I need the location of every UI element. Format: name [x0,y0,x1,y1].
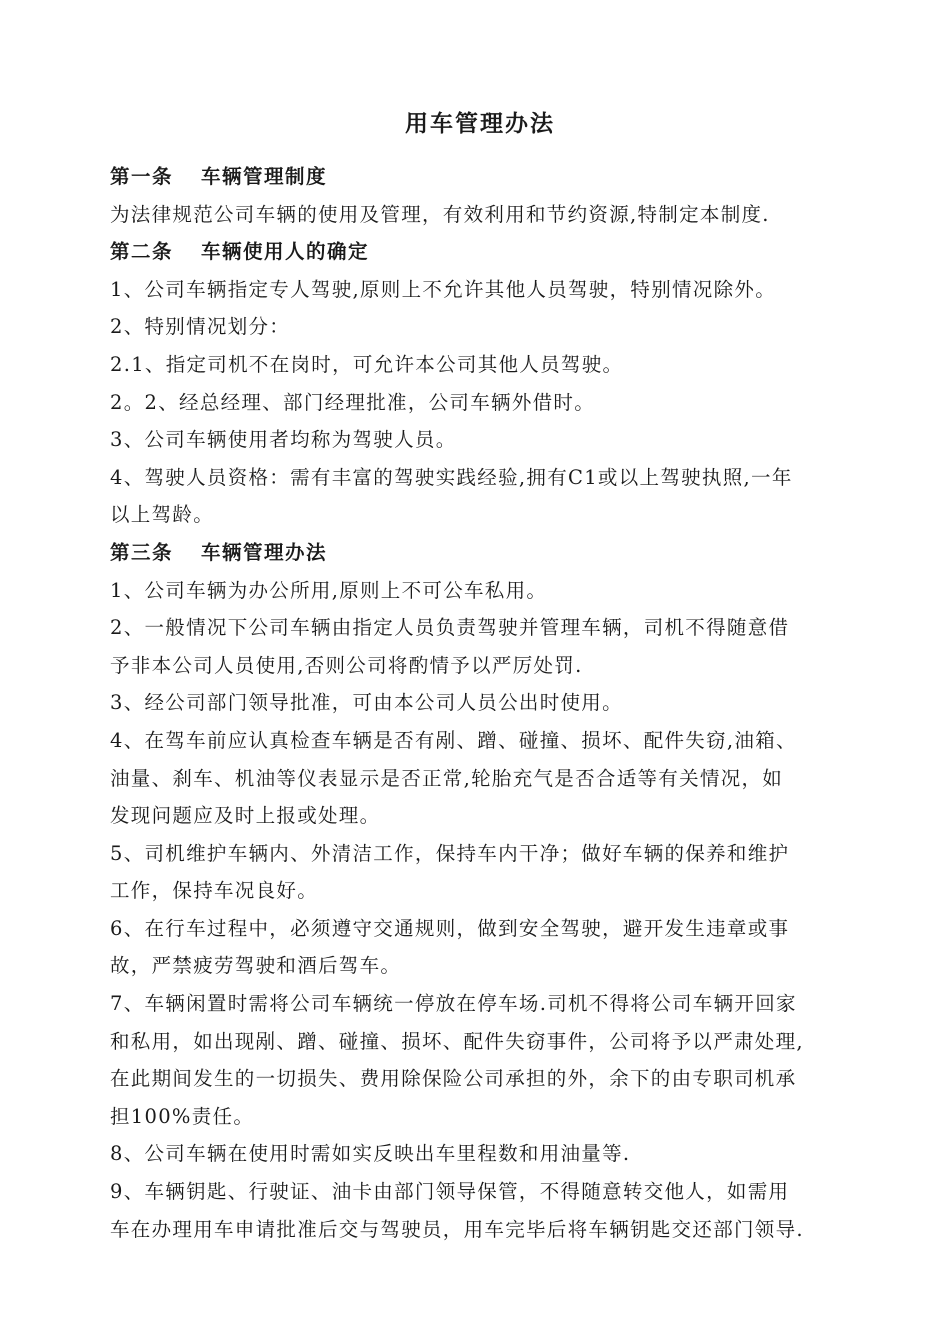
text-line: 9、车辆钥匙、行驶证、油卡由部门领导保管，不得随意转交他人，如需用 [110,1180,790,1204]
section-3 [110,534,850,1248]
text-line: 予非本公司人员使用,否则公司将酌情予以严厉处罚. [110,653,583,677]
text-line: 工作，保持车况良好。 [110,879,319,903]
paragraph [110,1135,850,1173]
section-heading [110,534,850,572]
text-line: 3、公司车辆使用者均称为驾驶人员。 [110,428,457,452]
paragraph [110,835,850,910]
paragraph [110,1173,850,1248]
text-line: 发现问题应及时上报或处理。 [110,804,381,828]
section-title: 车辆使用人的确定 [201,240,370,264]
text-line: 5、司机维护车辆内、外清洁工作，保持车内干净；做好车辆的保养和维护 [110,841,790,865]
text-line: 3、经公司部门领导批准，可由本公司人员公出时使用。 [110,691,623,715]
text-line: 4、驾驶人员资格：需有丰富的驾驶实践经验,拥有C1或以上驾驶执照,一年 [110,465,793,489]
text-line: 2、特别情况划分： [110,315,291,339]
paragraph [110,722,850,835]
text-line: 7、车辆闲置时需将公司车辆统一停放在停车场.司机不得将公司车辆开回家 [110,992,797,1016]
paragraph [110,459,850,534]
paragraph [110,421,850,459]
text-line: 2、一般情况下公司车辆由指定人员负责驾驶并管理车辆，司机不得随意借 [110,616,790,640]
text-line: 2.1、指定司机不在岗时，可允许本公司其他人员驾驶。 [110,352,624,376]
section-title: 车辆管理办法 [201,540,328,564]
text-line: 8、公司车辆在使用时需如实反映出车里程数和用油量等. [110,1142,631,1166]
section-number: 第二条 [110,240,174,264]
paragraph [110,572,850,610]
paragraph [110,196,850,234]
text-line: 担100%责任。 [110,1104,255,1128]
paragraph [110,985,850,1135]
document-page [110,104,850,1248]
document-title: 用车管理办法 [405,110,555,137]
paragraph [110,308,850,346]
section-1 [110,158,850,233]
text-line: 1、公司车辆指定专人驾驶,原则上不允许其他人员驾驶，特别情况除外。 [110,277,777,301]
paragraph [110,271,850,309]
text-line: 4、在驾车前应认真检查车辆是否有剐、蹭、碰撞、损坏、配件失窃,油箱、 [110,728,797,752]
text-line: 以上驾龄。 [110,503,215,527]
text-line: 为法律规范公司车辆的使用及管理，有效利用和节约资源,特制定本制度. [110,202,770,226]
text-line: 在此期间发生的一切损失、费用除保险公司承担的外，余下的由专职司机承 [110,1067,797,1091]
text-line: 油量、刹车、机油等仪表显示是否正常,轮胎充气是否合适等有关情况，如 [110,766,784,790]
section-heading [110,233,850,271]
text-line: 和私用，如出现剐、蹭、碰撞、损坏、配件失窃事件，公司将予以严肃处理, [110,1029,804,1053]
text-line: 2。2、经总经理、部门经理批准，公司车辆外借时。 [110,390,596,414]
paragraph [110,384,850,422]
paragraph [110,910,850,985]
paragraph [110,346,850,384]
text-line: 故，严禁疲劳驾驶和酒后驾车。 [110,954,402,978]
paragraph [110,609,850,684]
section-2 [110,233,850,534]
text-line: 车在办理用车申请批准后交与驾驶员，用车完毕后将车辆钥匙交还部门领导. [110,1217,804,1241]
section-number: 第一条 [110,165,174,188]
paragraph [110,684,850,722]
text-line: 1、公司车辆为办公所用,原则上不可公车私用。 [110,578,548,602]
section-number: 第三条 [110,540,174,564]
text-line: 6、在行车过程中，必须遵守交通规则，做到安全驾驶，避开发生违章或事 [110,916,790,940]
section-title: 车辆管理制度 [201,165,328,188]
section-heading [110,158,850,196]
